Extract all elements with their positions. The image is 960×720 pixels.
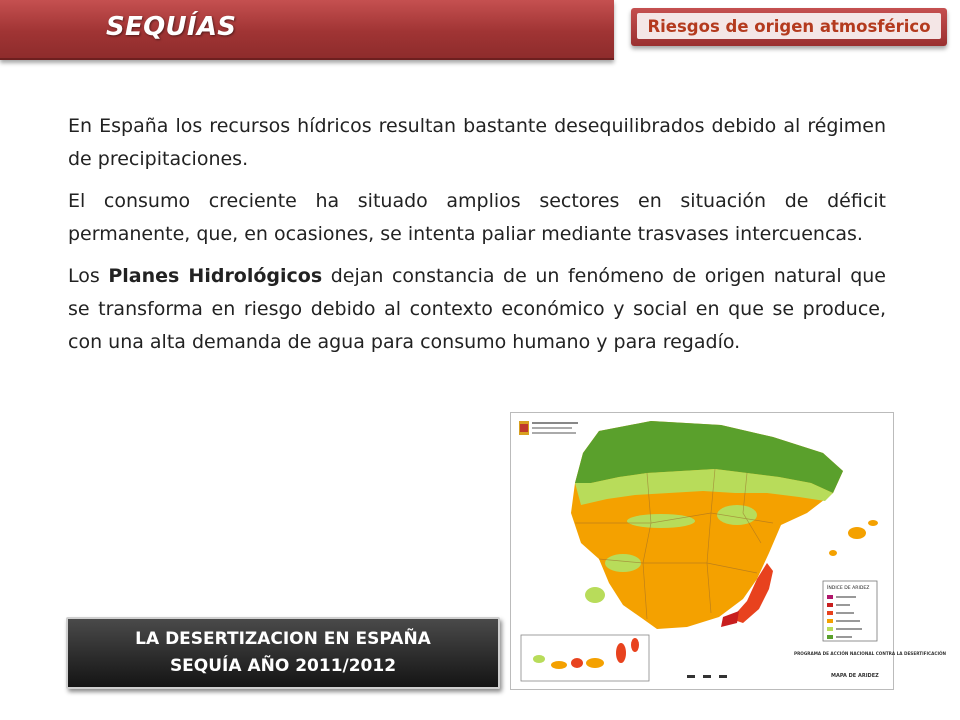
topic-tag-label: Riesgos de origen atmosférico [637,13,941,39]
island-menorca [868,520,878,526]
island-mallorca [848,527,866,539]
paragraph-3 [68,260,886,359]
subhumid-sierra-morena [605,554,641,572]
button-line-2: SEQUÍA AÑO 2011/2012 [169,656,397,676]
desertization-link-button[interactable] [66,617,500,689]
button-line-1: LA DESERTIZACION EN ESPAÑA [135,629,431,649]
subhumid-pyrenees [787,459,831,471]
program-label: PROGRAMA DE ACCIÓN NACIONAL CONTRA LA DESERTIFICACIÓN [794,651,947,656]
map-legend [823,581,877,641]
paragraph-3-start: Los [68,265,109,287]
title-bar [0,0,614,60]
island-ibiza [829,550,837,556]
slide-title: SEQUÍAS [106,12,237,42]
legend-title: ÍNDICE DE ARIDEZ [827,586,870,591]
aridity-map [510,412,947,690]
topic-tag [631,8,947,46]
aridity-map-graphic [511,413,947,689]
body-text [68,110,886,368]
paragraph-1: En España los recursos hídricos resultan bastante desequilibrados debido al régimen de precipitaciones. [68,115,886,170]
planes-hidrologicos-term: Planes Hidrológicos [108,265,323,287]
map-title: MAPA DE ARIDEZ [831,673,879,679]
paragraph-3-end: dejan constancia de un fenómeno de origen natural que se transforma en riesgo debido al contexto económico y social en que se produce, con una alta demanda de agua para consumo humano y para regadío. [68,265,886,353]
ministry-logo [519,421,578,435]
paragraph-2: El consumo creciente ha situado amplios sectores en situación de déficit permanente, que, en ocasiones, se intenta paliar mediante trasvases intercuencas. [68,190,886,245]
subhumid-southwest [585,587,605,603]
canary-islands [533,638,639,669]
scale-bar [687,675,727,678]
